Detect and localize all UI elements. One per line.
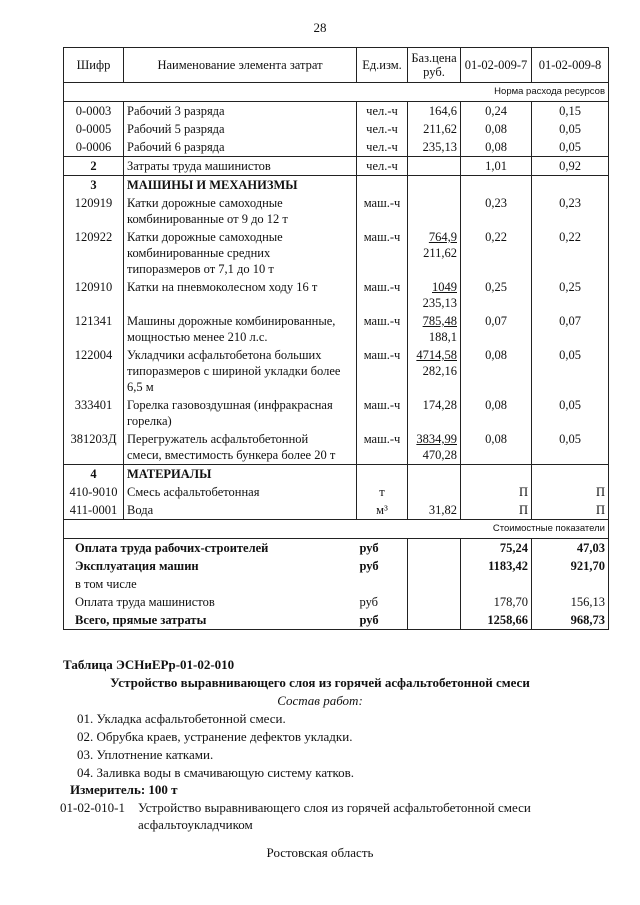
cost-value-8: [532, 575, 609, 593]
page-number: 28: [313, 20, 327, 35]
resource-name: МАШИНЫ И МЕХАНИЗМЫ: [124, 176, 357, 195]
resource-unit: маш.-ч: [357, 396, 408, 430]
base-price: 31,82: [408, 501, 461, 520]
norma-row: [64, 83, 609, 102]
norm-value-8: 0,05: [532, 138, 609, 157]
resource-name: Катки дорожные самоходные комбинированные средних типоразмеров от 7,1 до 10 т: [124, 228, 357, 278]
resource-unit: м³: [357, 501, 408, 520]
cost-value-8: 156,13: [532, 593, 609, 611]
step-3: 03. Уплотнение катками.: [77, 747, 214, 762]
item-description-cont: асфальтоукладчиком: [138, 817, 253, 832]
item-description: Устройство выравнивающего слоя из горячей асфальтобетонной смеси: [138, 800, 531, 815]
base-price: [408, 194, 461, 228]
table-id: Таблица ЭСНиЕРр-01-02-010: [63, 657, 235, 672]
resource-code: 381203Д: [64, 430, 124, 465]
base-price: 164,6: [408, 102, 461, 121]
table-row: [64, 194, 609, 228]
resource-name: Катки дорожные самоходные комбинированные от 9 до 12 т: [124, 194, 357, 228]
step-1: 01. Укладка асфальтобетонной смеси.: [77, 711, 286, 726]
resource-name: Катки на пневмоколесном ходу 16 т: [124, 278, 357, 312]
cost-name: Эксплуатация машин: [64, 557, 357, 575]
resource-unit: маш.-ч: [357, 430, 408, 465]
norm-value-8: П: [532, 483, 609, 501]
resource-name: Затраты труда машинистов: [124, 157, 357, 176]
cost-name: Всего, прямые затраты: [64, 611, 357, 630]
base-price-current: 4714,58: [416, 348, 457, 362]
cost-price-empty: [408, 539, 461, 558]
step-4: 04. Заливка воды в смачивающую систему катков.: [77, 765, 355, 780]
header-col-8: 01-02-009-8: [532, 48, 609, 83]
resource-name: Рабочий 6 разряда: [124, 138, 357, 157]
cost-unit: руб: [357, 539, 408, 558]
resource-unit: маш.-ч: [357, 312, 408, 346]
norm-value-8: 0,25: [532, 278, 609, 312]
header-unit: Ед.изм.: [357, 48, 408, 83]
norm-value-7: П: [461, 501, 532, 520]
resource-unit: маш.-ч: [357, 228, 408, 278]
table-row: [64, 120, 609, 138]
base-price: [408, 228, 461, 278]
table-row: [64, 465, 609, 484]
norm-value-8: 0,05: [532, 396, 609, 430]
norm-value-7: 0,22: [461, 228, 532, 278]
base-price: [408, 346, 461, 396]
base-price-wage: 282,16: [422, 364, 457, 378]
resource-code: 410-9010: [64, 483, 124, 501]
norm-value-8: 0,92: [532, 157, 609, 176]
base-price: [408, 312, 461, 346]
table-row: [64, 312, 609, 346]
resource-name: Укладчики асфальтобетона больших типоразмеров с шириной укладки более 6,5 м: [124, 346, 357, 396]
base-price-current: 785,48: [422, 314, 457, 328]
cost-value-7: 1183,42: [461, 557, 532, 575]
resource-name: Горелка газовоздушная (инфракрасная горелка): [124, 396, 357, 430]
cost-value-7: 1258,66: [461, 611, 532, 630]
item-code: 01-02-010-1: [60, 800, 125, 815]
base-price: [408, 176, 461, 195]
cost-row: [64, 611, 609, 630]
norm-value-7: 0,25: [461, 278, 532, 312]
base-price-current: 1049: [432, 280, 457, 294]
norm-value-7: [461, 176, 532, 195]
cost-name: Оплата труда рабочих-строителей: [64, 539, 357, 558]
resource-code: 0-0003: [64, 102, 124, 121]
norm-value-7: П: [461, 483, 532, 501]
cost-row: [64, 575, 609, 593]
region: Ростовская область: [266, 845, 374, 860]
cost-value-8: 921,70: [532, 557, 609, 575]
table-row: [64, 501, 609, 520]
norm-value-7: 0,24: [461, 102, 532, 121]
norm-value-7: [461, 465, 532, 484]
resource-unit: чел.-ч: [357, 157, 408, 176]
resource-unit: чел.-ч: [357, 102, 408, 121]
resource-name: Вода: [124, 501, 357, 520]
base-price-wage: 470,28: [422, 448, 457, 462]
resource-unit: чел.-ч: [357, 138, 408, 157]
step-2: 02. Обрубка краев, устранение дефектов укладки.: [77, 729, 353, 744]
resource-unit: маш.-ч: [357, 194, 408, 228]
cost-value-7: [461, 575, 532, 593]
cost-unit: руб: [357, 557, 408, 575]
header-col-7: 01-02-009-7: [461, 48, 532, 83]
cost-label-row: [64, 520, 609, 539]
cost-label: Стоимостные показатели: [64, 520, 609, 539]
norm-value-7: 1,01: [461, 157, 532, 176]
resource-name: МАТЕРИАЛЫ: [124, 465, 357, 484]
norm-value-8: 0,05: [532, 120, 609, 138]
cost-row: [64, 557, 609, 575]
resource-code: 411-0001: [64, 501, 124, 520]
header-price: Баз.цена руб.: [408, 48, 461, 83]
header-code: Шифр: [64, 48, 124, 83]
table-row: [64, 102, 609, 121]
resource-code: 3: [64, 176, 124, 195]
table-row: [64, 278, 609, 312]
resource-name: Машины дорожные комбинированные, мощностью менее 210 л.с.: [124, 312, 357, 346]
cost-name: Оплата труда машинистов: [64, 593, 357, 611]
resource-unit: т: [357, 483, 408, 501]
norm-value-7: 0,23: [461, 194, 532, 228]
norm-value-7: 0,08: [461, 430, 532, 465]
norm-value-8: 0,05: [532, 430, 609, 465]
resource-code: 4: [64, 465, 124, 484]
resource-code: 120919: [64, 194, 124, 228]
norma-label: Норма расхода ресурсов: [64, 83, 609, 102]
resource-unit: маш.-ч: [357, 278, 408, 312]
base-price: 235,13: [408, 138, 461, 157]
cost-value-8: 968,73: [532, 611, 609, 630]
base-price: [408, 430, 461, 465]
cost-row: [64, 593, 609, 611]
composition-label: Состав работ:: [277, 693, 363, 708]
resource-code: 0-0005: [64, 120, 124, 138]
resource-code: 2: [64, 157, 124, 176]
table-row: [64, 157, 609, 176]
norm-value-8: 0,07: [532, 312, 609, 346]
cost-name: в том числе: [64, 575, 357, 593]
cost-unit: руб: [357, 611, 408, 630]
norm-value-7: 0,07: [461, 312, 532, 346]
table-row: [64, 396, 609, 430]
resource-name: Смесь асфальтобетонная: [124, 483, 357, 501]
base-price: [408, 483, 461, 501]
base-price: 211,62: [408, 120, 461, 138]
norm-value-7: 0,08: [461, 346, 532, 396]
base-price-wage: 188,1: [428, 330, 457, 344]
base-price-wage: 211,62: [423, 246, 457, 260]
resource-unit: чел.-ч: [357, 120, 408, 138]
resource-name: Рабочий 3 разряда: [124, 102, 357, 121]
resource-norms-table: [63, 47, 609, 630]
table-row: [64, 176, 609, 195]
cost-value-7: 178,70: [461, 593, 532, 611]
cost-row: [64, 539, 609, 558]
base-price: 174,28: [408, 396, 461, 430]
cost-unit: [357, 575, 408, 593]
resource-unit: [357, 176, 408, 195]
norm-value-8: [532, 465, 609, 484]
table-row: [64, 138, 609, 157]
cost-price-empty: [408, 575, 461, 593]
table-row: [64, 346, 609, 396]
resource-code: 120910: [64, 278, 124, 312]
norm-value-8: 0,22: [532, 228, 609, 278]
resource-code: 333401: [64, 396, 124, 430]
cost-price-empty: [408, 611, 461, 630]
base-price-current: 764,9: [428, 230, 457, 244]
resource-name: Рабочий 5 разряда: [124, 120, 357, 138]
table-row: [64, 228, 609, 278]
base-price: [408, 157, 461, 176]
section-title: Устройство выравнивающего слоя из горячей асфальтобетонной смеси: [110, 675, 530, 690]
resource-name: Перегружатель асфальтобетонной смеси, вместимость бункера более 20 т: [124, 430, 357, 465]
norm-value-8: [532, 176, 609, 195]
base-price-current: 3834,99: [416, 432, 457, 446]
resource-code: 121341: [64, 312, 124, 346]
base-price-wage: 235,13: [422, 296, 457, 310]
resource-unit: [357, 465, 408, 484]
cost-value-8: 47,03: [532, 539, 609, 558]
resource-unit: маш.-ч: [357, 346, 408, 396]
table-header-row: [64, 48, 609, 83]
norm-value-7: 0,08: [461, 120, 532, 138]
table-row: [64, 430, 609, 465]
norm-value-8: 0,23: [532, 194, 609, 228]
base-price: [408, 465, 461, 484]
resource-code: 0-0006: [64, 138, 124, 157]
norm-value-8: 0,15: [532, 102, 609, 121]
norm-value-7: 0,08: [461, 138, 532, 157]
norm-value-8: 0,05: [532, 346, 609, 396]
resource-code: 120922: [64, 228, 124, 278]
base-price: [408, 278, 461, 312]
resource-code: 122004: [64, 346, 124, 396]
measure-unit: Измеритель: 100 т: [70, 782, 178, 797]
cost-price-empty: [408, 557, 461, 575]
table-row: [64, 483, 609, 501]
norm-value-7: 0,08: [461, 396, 532, 430]
cost-price-empty: [408, 593, 461, 611]
norm-value-8: П: [532, 501, 609, 520]
cost-value-7: 75,24: [461, 539, 532, 558]
header-name: Наименование элемента затрат: [124, 48, 357, 83]
cost-unit: руб: [357, 593, 408, 611]
